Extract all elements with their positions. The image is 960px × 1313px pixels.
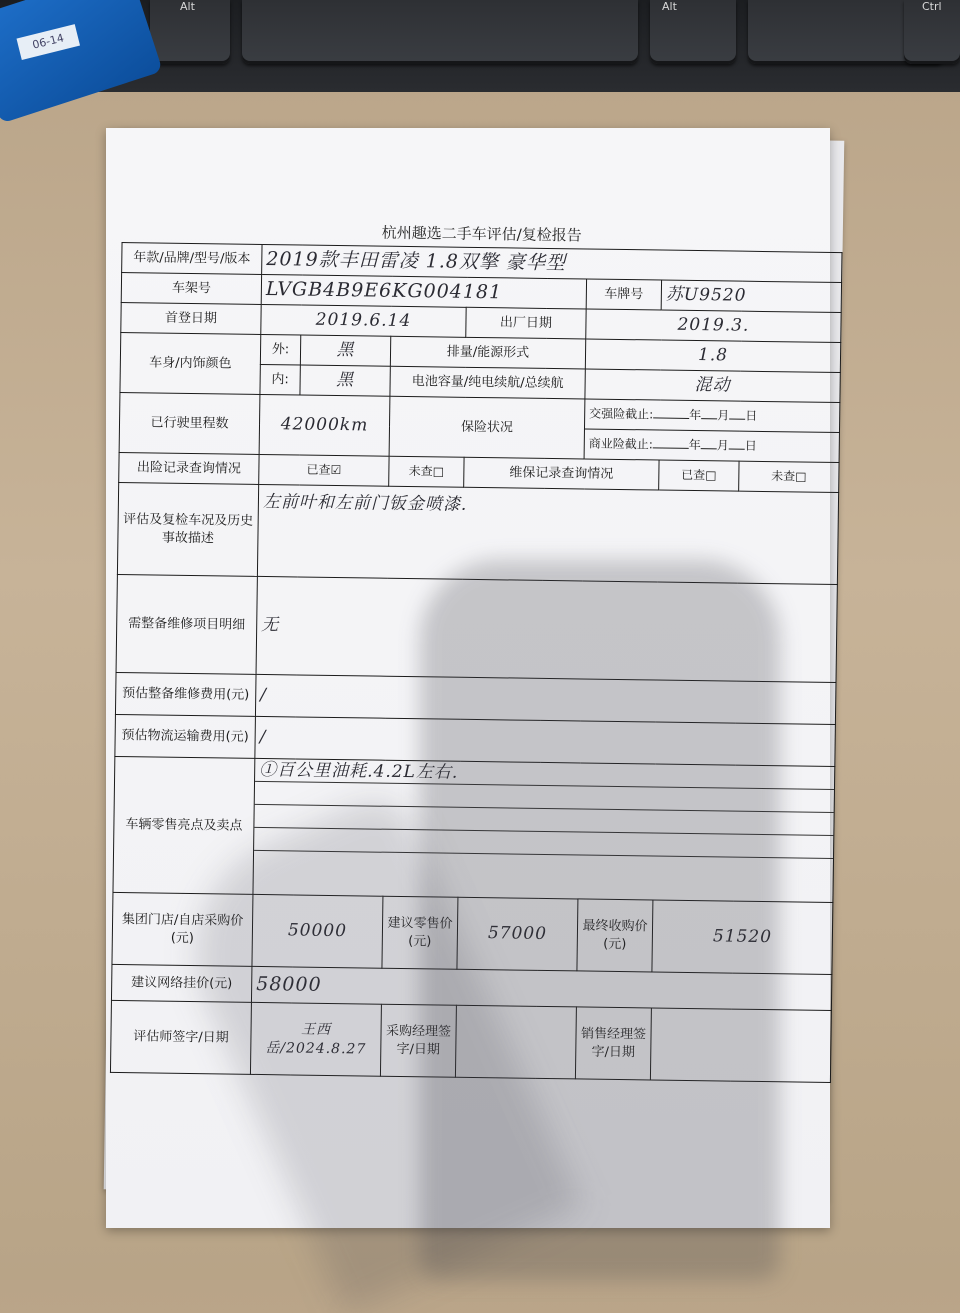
repair-label: 需整备维修项目明细 [116, 574, 257, 674]
model-label: 年款/品牌/型号/版本 [122, 243, 262, 275]
purchase-label: 集团门店/自店采购价(元) [112, 892, 253, 966]
repair-cost-value: / [255, 674, 836, 724]
online-value: 58000 [251, 966, 831, 1010]
compulsory-year: 年 [689, 408, 702, 423]
claims-label: 出险记录查询情况 [119, 452, 259, 484]
vin-label: 车架号 [121, 273, 261, 305]
space-bar [242, 0, 638, 64]
model-value: 2019款丰田雷凌 1.8双擎 豪华型 [262, 244, 842, 282]
retail-value: 57000 [457, 897, 578, 971]
repair-value: 无 [256, 576, 837, 682]
plate-label: 车牌号 [586, 279, 661, 310]
exterior-label: 外: [260, 334, 300, 365]
appraiser-value: 王西岳/2024.8.27 [250, 1002, 381, 1076]
color-label: 车身/内饰颜色 [120, 332, 261, 394]
alt-key-left-label: Alt [180, 0, 195, 13]
vin-value: LVGB4B9E6KG004181 [261, 274, 586, 309]
appraiser-label: 评估师签字/日期 [110, 1000, 251, 1074]
compulsory-label: 交强险截止: [589, 406, 654, 422]
form-title: 杭州趣选二手车评估/复检报告 [381, 223, 582, 245]
exterior-value: 黑 [300, 335, 390, 366]
logistics-value: / [255, 716, 836, 766]
alt-key-right [650, 0, 736, 64]
sales-label: 销售经理签字/日期 [575, 1007, 651, 1080]
procurement-label: 采购经理签字/日期 [380, 1004, 456, 1077]
commercial-year: 年 [688, 438, 701, 453]
mileage-value: 42000km [259, 394, 390, 456]
plate-value: 苏U9520 [661, 280, 841, 313]
alt-key-right-label: Alt [662, 0, 677, 13]
accident-value: 左前叶和左前门钣金喷漆. [257, 484, 838, 584]
mfg-date-value: 2019.3. [586, 309, 841, 343]
final-label: 最终收购价(元) [577, 899, 653, 972]
battery-value: 混动 [585, 369, 840, 403]
commercial-month: 月 [716, 438, 729, 453]
card-label: 06-14 [16, 24, 80, 60]
commercial-label: 商业险截止: [588, 436, 653, 452]
first-reg-value: 2019.6.14 [261, 304, 466, 337]
mileage-label: 已行驶里程数 [119, 392, 260, 454]
maintenance-checked: 已查□ [659, 460, 739, 491]
repair-cost-label: 预估整备维修费用(元) [115, 672, 256, 716]
interior-label: 内: [260, 364, 300, 395]
online-label: 建议网络挂价(元) [111, 964, 251, 1002]
final-value: 51520 [652, 900, 833, 975]
displacement-label: 排量/能源形式 [390, 336, 585, 369]
interior-value: 黑 [300, 365, 390, 396]
logistics-label: 预估物流运输费用(元) [115, 714, 256, 758]
blue-card [0, 0, 163, 124]
battery-label: 电池容量/纯电续航/总续航 [390, 366, 585, 399]
insurance-label: 保险状况 [389, 396, 585, 459]
claims-checked: 已查☑ [259, 454, 389, 486]
highlights-value: ①百公里油耗.4.2L左右. [255, 759, 834, 790]
retail-label: 建议零售价(元) [382, 896, 458, 969]
ctrl-key [904, 0, 960, 64]
alt-key-left [150, 0, 230, 64]
maintenance-unchecked: 未查□ [739, 461, 839, 492]
mfg-date-label: 出厂日期 [466, 307, 586, 339]
purchase-value: 50000 [252, 894, 383, 968]
commercial-day: 日 [744, 439, 757, 454]
commercial-row [584, 429, 839, 463]
highlights-label: 车辆零售亮点及卖点 [113, 756, 255, 894]
maintenance-label: 维保记录查询情况 [464, 457, 659, 490]
claims-unchecked: 未查□ [389, 456, 464, 487]
compulsory-day: 日 [745, 409, 758, 424]
compulsory-month: 月 [717, 408, 730, 423]
accident-label: 评估及复检车况及历史事故描述 [117, 482, 258, 576]
displacement-value: 1.8 [585, 339, 840, 373]
compulsory-row [584, 399, 839, 433]
first-reg-label: 首登日期 [121, 302, 261, 334]
ctrl-key-label: Ctrl [922, 0, 942, 13]
